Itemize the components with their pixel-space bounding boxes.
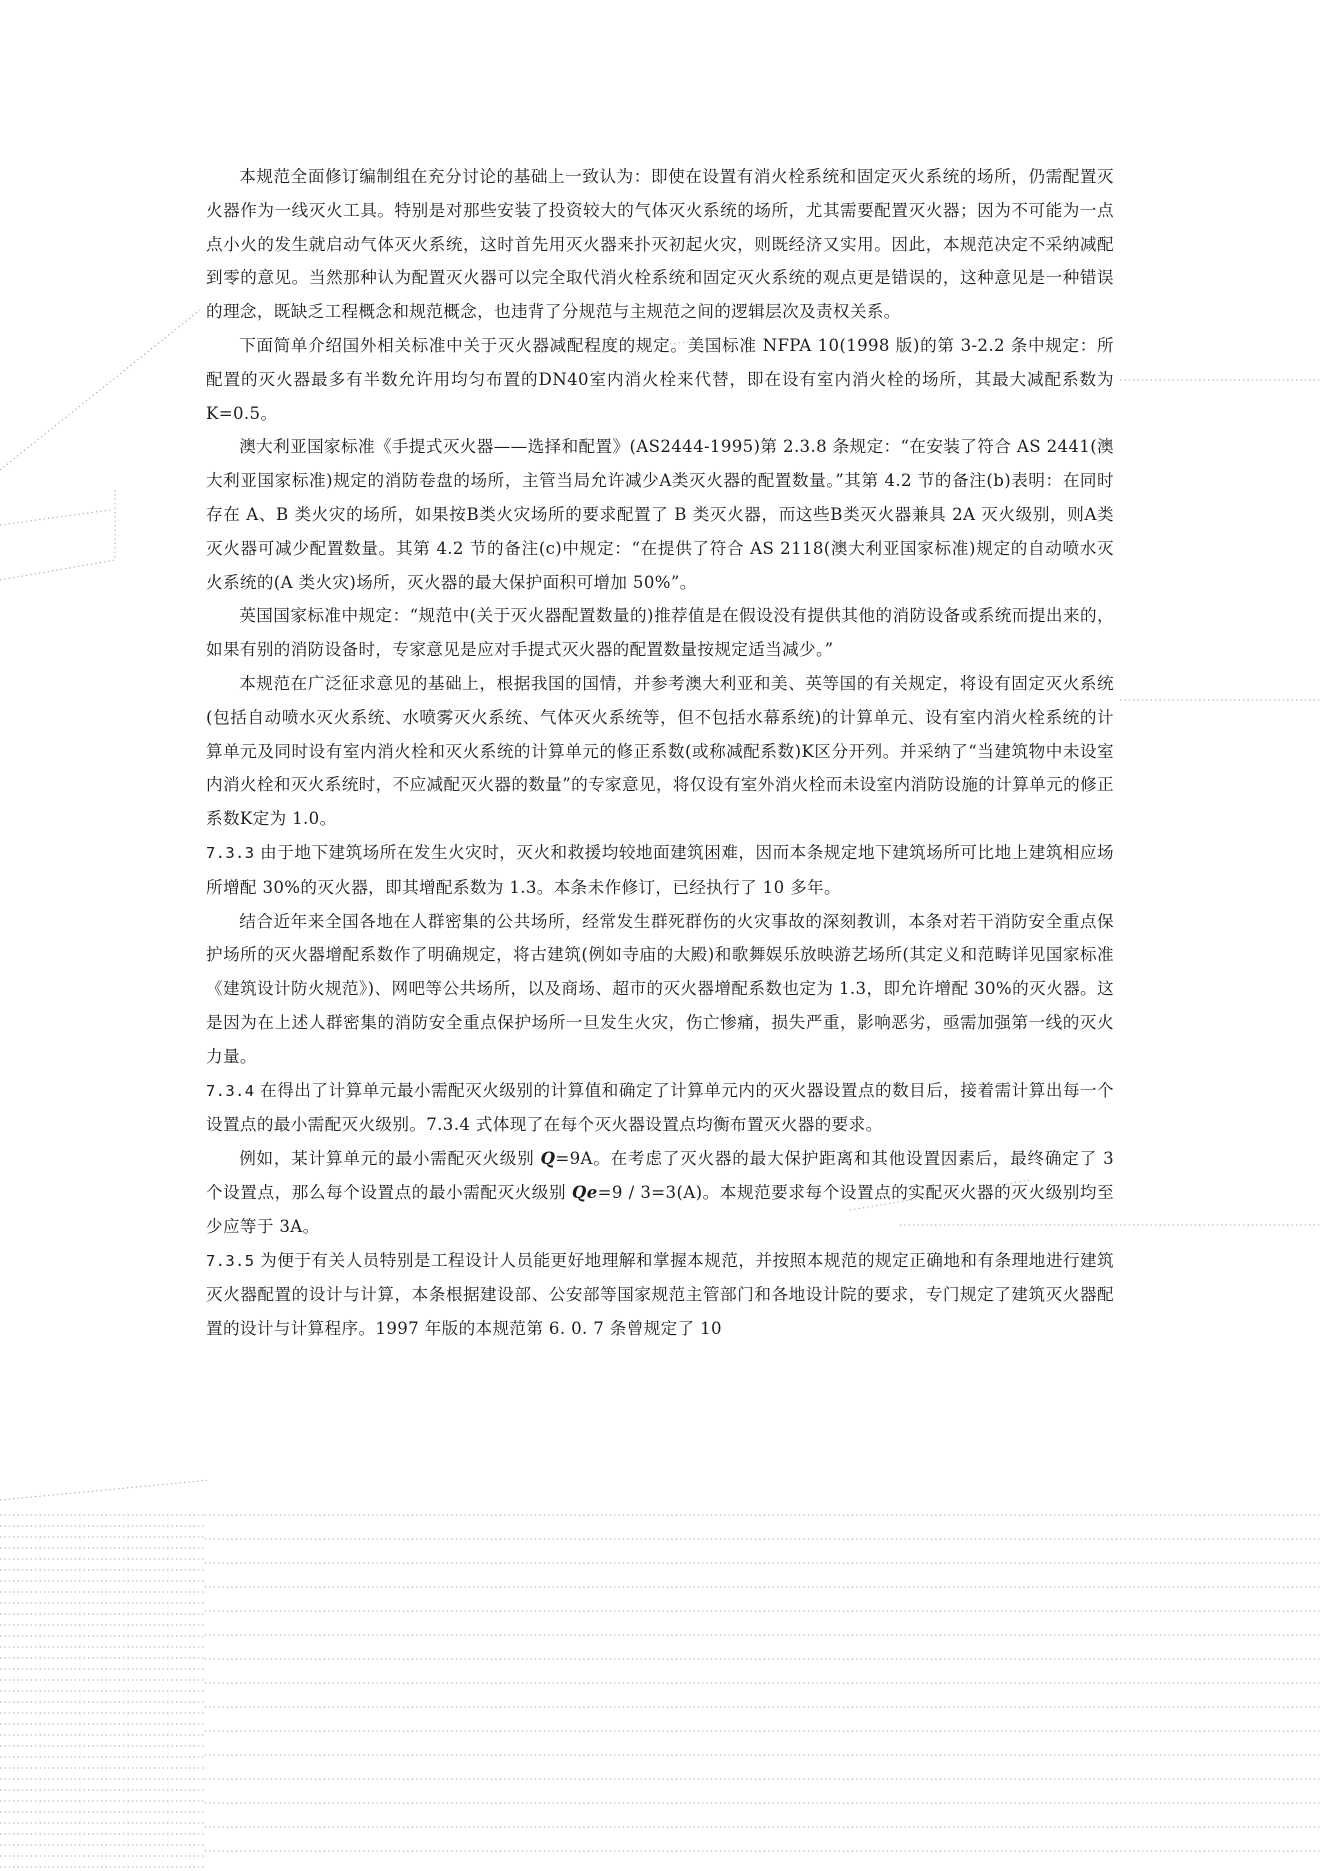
clause-text: 为便于有关人员特别是工程设计人员能更好地理解和掌握本规范，并按照本规范的规定正确地和有条理地进行建筑灭火器配置的设计与计算，本条根据建设部、公安部等国家规范主管部门和各地设计院的要求，专门规定了建筑灭火器配置的设计与计算程序。1997 年版的本规范第 6. 0. 7 条曾规定了 10 <box>206 1250 1114 1339</box>
example-text-3: =9 / 3=3(A)。本规范要求每个设置点的实配灭火器的灭火级别均至少应等于 3A。 <box>206 1182 1114 1236</box>
variable-qe: Qe <box>571 1181 598 1202</box>
clause-text: 由于地下建筑场所在发生火灾时，灭火和救援均较地面建筑困难，因而本条规定地下建筑场所可比地上建筑相应场所增配 30%的灭火器，即其增配系数为 1.3。本条未作修订，已经执行了 10 多年。 <box>206 842 1114 897</box>
clause-7-3-5 <box>206 1244 1114 1346</box>
clause-number: 7.3.3 <box>206 843 255 862</box>
variable-q: Q <box>540 1148 556 1169</box>
paragraph-example <box>206 1142 1114 1243</box>
paragraph-2: 下面简单介绍国外相关标准中关于灭火器减配程度的规定。美国标准 NFPA 10(1998 版)的第 3-2.2 条中规定：所配置的灭火器最多有半数允许用均匀布置的DN40室内消火栓来代替，即在设有室内消火栓的场所，其最大减配系数为 K=0.5。 <box>206 335 1114 423</box>
document-body <box>206 160 1114 1346</box>
clause-number: 7.3.4 <box>206 1081 255 1100</box>
paragraph-4: 英国国家标准中规定：“规范中(关于灭火器配置数量的)推荐值是在假设没有提供其他的消防设备或系统而提出来的，如果有别的消防设备时，专家意见是应对手提式灭火器的配置数量按规定适当减少。” <box>206 606 1114 660</box>
paragraph-5: 本规范在广泛征求意见的基础上，根据我国的国情，并参考澳大利亚和美、英等国的有关规定，将设有固定灭火系统(包括自动喷水灭火系统、水喷雾灭火系统、气体灭火系统等，但不包括水幕系统)的计算单元、设有室内消火栓系统的计算单元及同时设有室内消火栓和灭火系统的计算单元的修正系数(或称减配系数)K区分开列。并采纳了“当建筑物中未设室内消火栓和灭火系统时，不应减配灭火器的数量”的专家意见，将仅设有室外消火栓而未设室内消防设施的计算单元的修正系数K定为 1.0。 <box>206 673 1114 829</box>
clause-7-3-4 <box>206 1074 1114 1143</box>
example-text-1: 例如，某计算单元的最小需配灭火级别 <box>239 1149 541 1169</box>
paragraph-1: 本规范全面修订编制组在充分讨论的基础上一致认为：即使在设置有消火栓系统和固定灭火系统的场所，仍需配置灭火器作为一线灭火工具。特别是对那些安装了投资较大的气体灭火系统的场所，尤其需要配置灭火器；因为不可能为一点点小火的发生就启动气体灭火系统，这时首先用灭火器来扑灭初起火灾，则既经济又实用。因此，本规范决定不采纳减配到零的意见。当然那种认为配置灭火器可以完全取代消火栓系统和固定灭火系统的观点更是错误的，这种意见是一种错误的理念，既缺乏工程概念和规范概念，也违背了分规范与主规范之间的逻辑层次及责权关系。 <box>206 167 1114 322</box>
paragraph-3: 澳大利亚国家标准《手提式灭火器——选择和配置》(AS2444-1995)第 2.3.8 条规定：“在安装了符合 AS 2441(澳大利亚国家标准)规定的消防卷盘的场所，主管当局允许减少A类灭火器的配置数量。”其第 4.2 节的备注(b)表明：在同时存在 A、B 类火灾的场所，如果按B类火灾场所的要求配置了 B 类灭火器，而这些B类灭火器兼具 2A 灭火级别，则A类灭火器可减少配置数量。其第 4.2 节的备注(c)中规定：“在提供了符合 AS 2118(澳大利亚国家标准)规定的自动喷水灭火系统的(A 类火灾)场所，灭火器的最大保护面积可增加 50%”。 <box>206 437 1114 592</box>
clause-7-3-3 <box>206 836 1114 905</box>
clause-text: 在得出了计算单元最小需配灭火级别的计算值和确定了计算单元内的灭火器设置点的数目后，接着需计算出每一个设置点的最小需配灭火级别。7.3.4 式体现了在每个灭火器设置点均衡布置灭火器的要求。 <box>206 1080 1114 1135</box>
example-text-2: =9A。在考虑了灭火器的最大保护距离和其他设置因素后，最终确定了 3 个设置点，那么每个设置点的最小需配灭火级别 <box>206 1149 1114 1202</box>
paragraph-7: 结合近年来全国各地在人群密集的公共场所，经常发生群死群伤的火灾事故的深刻教训，本条对若干消防安全重点保护场所的灭火器增配系数作了明确规定，将古建筑(例如寺庙的大殿)和歌舞娱乐放映游艺场所(其定义和范畴详见国家标准《建筑设计防火规范》)、网吧等公共场所，以及商场、超市的灭火器增配系数也定为 1.3，即允许增配 30%的灭火器。这是因为在上述人群密集的消防安全重点保护场所一旦发生火灾，伤亡惨痛，损失严重，影响恶劣，亟需加强第一线的灭火力量。 <box>206 911 1114 1066</box>
clause-number: 7.3.5 <box>206 1251 255 1270</box>
